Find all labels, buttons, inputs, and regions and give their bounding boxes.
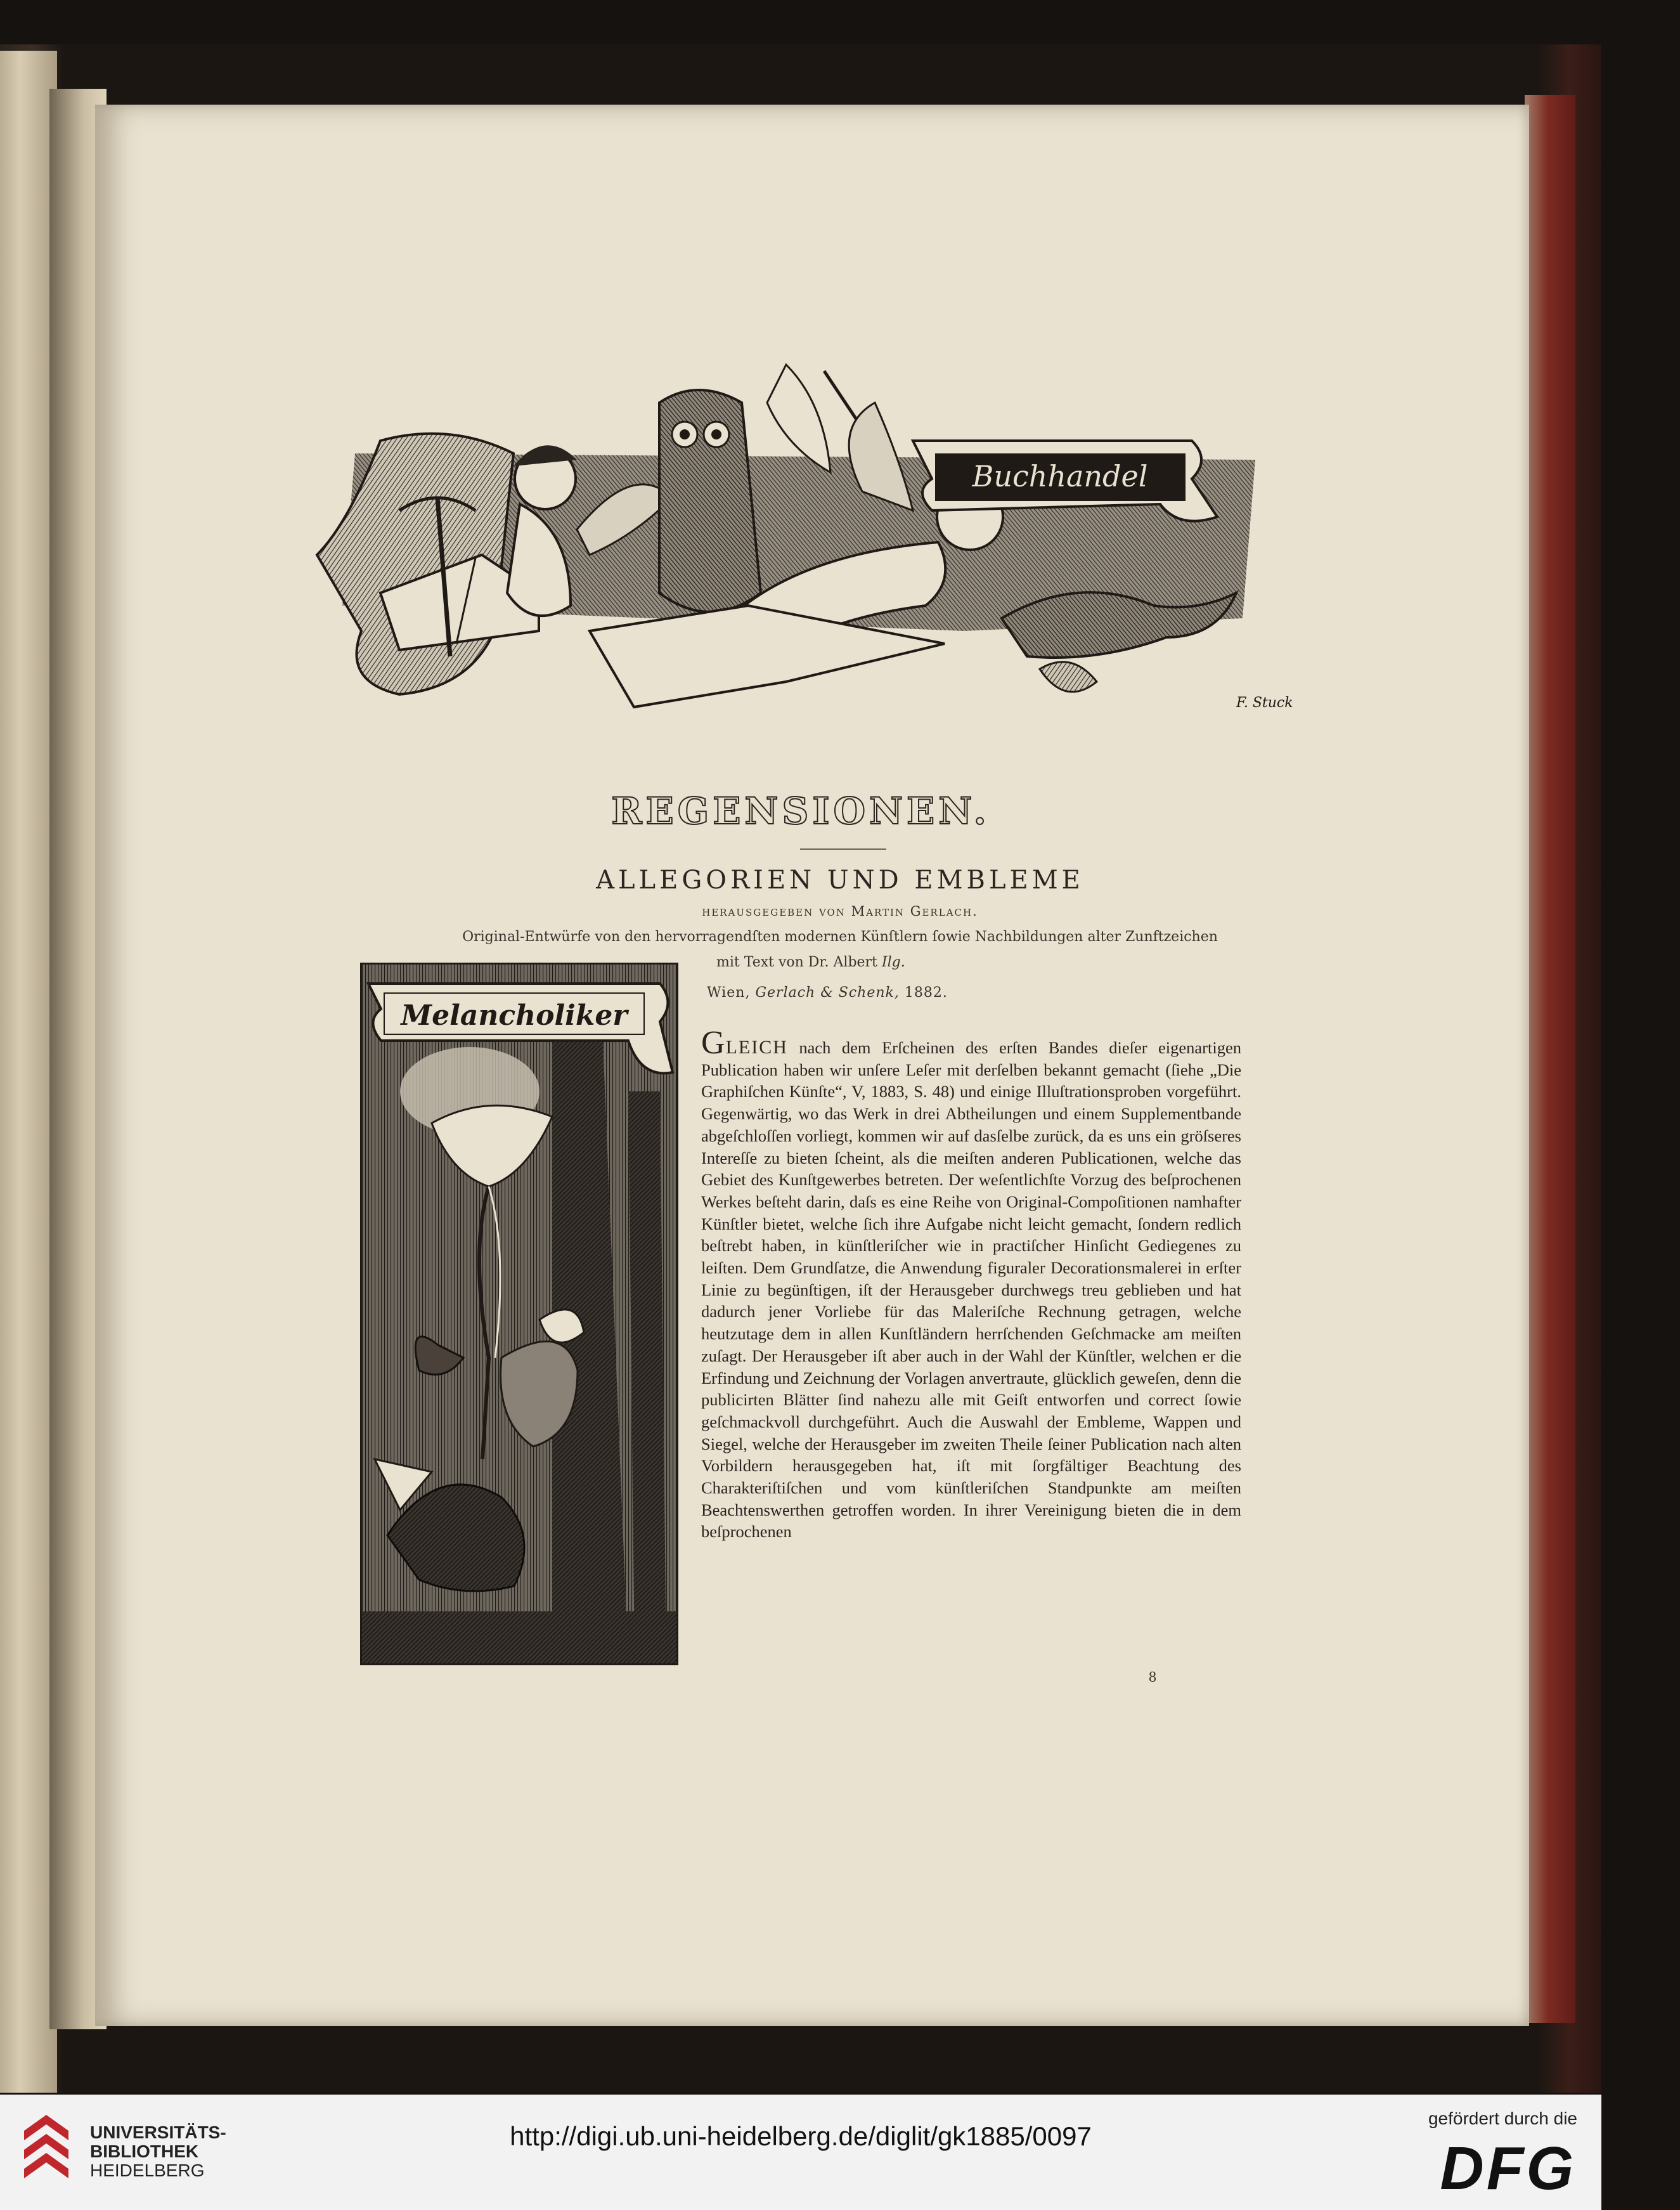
opening-word: LEICH xyxy=(725,1037,788,1058)
author-name: Ilg. xyxy=(881,954,905,970)
imprint-city: Wien, xyxy=(707,985,751,1001)
artist-signature: F. Stuck xyxy=(1236,695,1293,711)
description-line: Original-Entwürfe von den hervorragendſten modernen Künſtlern ſowie Nachbildungen alter Zunftzeichen xyxy=(462,929,1218,945)
page-title: REGENSIONEN. xyxy=(611,790,990,833)
book-title: ALLEGORIEN UND EMBLEME xyxy=(596,866,1084,895)
title-rule xyxy=(800,848,886,850)
page-number: 8 xyxy=(1149,1669,1156,1686)
review-body xyxy=(701,1025,1241,1543)
permalink[interactable]: http://digi.ub.uni-heidelberg.de/diglit/gk1885/0097 xyxy=(510,2121,1092,2151)
right-cover-board xyxy=(1525,95,1575,2023)
institution-line3: HEIDELBERG xyxy=(90,2161,205,2180)
melancholiker-banner-text: Melancholiker xyxy=(401,999,628,1032)
author-line xyxy=(716,954,1033,970)
review-text: nach dem Erſcheinen des erſten Bandes dieſer eigenartigen Publication haben wir unſere Leſer mit derſelben bekannt gemacht (ſiehe „Die Graphiſchen Künſte“, V, 1883, S. 48) und einige Illuſtrationsproben vorgeführt. Gegenwärtig, wo das Werk in drei Abtheilungen und einem Supplementbande abgeſchloſſen vorliegt, kommen wir auf dasſelbe zurück, da es uns ein gröſseres Intereſſe zu bieten ſcheint, als die meiſten anderen Publicationen, welche das Gebiet des Kunſtgewerbes betreten. Der weſentlichſte Vorzug des beſprochenen Werkes beſteht darin, daſs es eine Reihe von Original-Compoſitionen namhafter Künſtler bietet, welche ſich ihre Aufgabe nicht leicht gemacht, ſondern redlich beſtrebt haben, in künſtleriſcher wie in practiſcher Hinſicht Gediegenes zu leiſten. Dem Grundſatze, die Anwendung figuraler Decorationsmalerei in erſter Linie zu begünſtigen, iſt der Herausgeber durchwegs treu geblieben und hat dadurch jener Vorliebe für das Maleriſche Rechnung getragen, welche heutzutage dem in allen Kunſtländern herrſchenden Geſchmacke am meiſten zuſagt. Der Herausgeber iſt aber auch in der Wahl der Künſtler, welchen er die Erfindung und Zeichnung der Vorlagen anvertraute, glücklich geweſen, denn die publicirten Blätter ſind nahezu alle mit Geiſt entworfen und correct ſowie geſchmackvoll durchgeführt. Auch die Auswahl der Embleme, Wappen und Siegel, welche der Herausgeber im zweiten Theile ſeiner Publication nach alten Vorbildern herausgegeben hat, iſt mit ſorgfältiger Beachtung des Charakteriſtiſchen und vom künſtleriſchen Standpunkte am meiſten Beachtenswerthen getroffen worden. In ihrer Vereinigung bieten die in dem beſprochenen xyxy=(701,1038,1241,1542)
buchhandel-banner-text: Buchhandel xyxy=(972,459,1148,493)
institution-line1: UNIVERSITÄTS- xyxy=(90,2122,226,2142)
imprint-line xyxy=(707,985,1024,1001)
footer-bar xyxy=(0,2095,1601,2210)
left-page-edge xyxy=(0,51,57,2093)
institution-line2: BIBLIOTHEK xyxy=(90,2142,199,2161)
imprint-year: 1882. xyxy=(904,985,948,1001)
imprint-publisher: Gerlach & Schenk, xyxy=(755,985,900,1001)
header-illustration xyxy=(304,365,1293,745)
editor-line: herausgegeben von Martin Gerlach. xyxy=(702,904,978,919)
funded-by-label: gefördert durch die xyxy=(1428,2109,1577,2128)
author-prefix: mit Text von Dr. Albert xyxy=(716,954,877,970)
dfg-logo: DFG xyxy=(1440,2135,1576,2202)
melancholiker-illustration xyxy=(360,963,678,1665)
drop-cap: G xyxy=(701,1025,726,1061)
